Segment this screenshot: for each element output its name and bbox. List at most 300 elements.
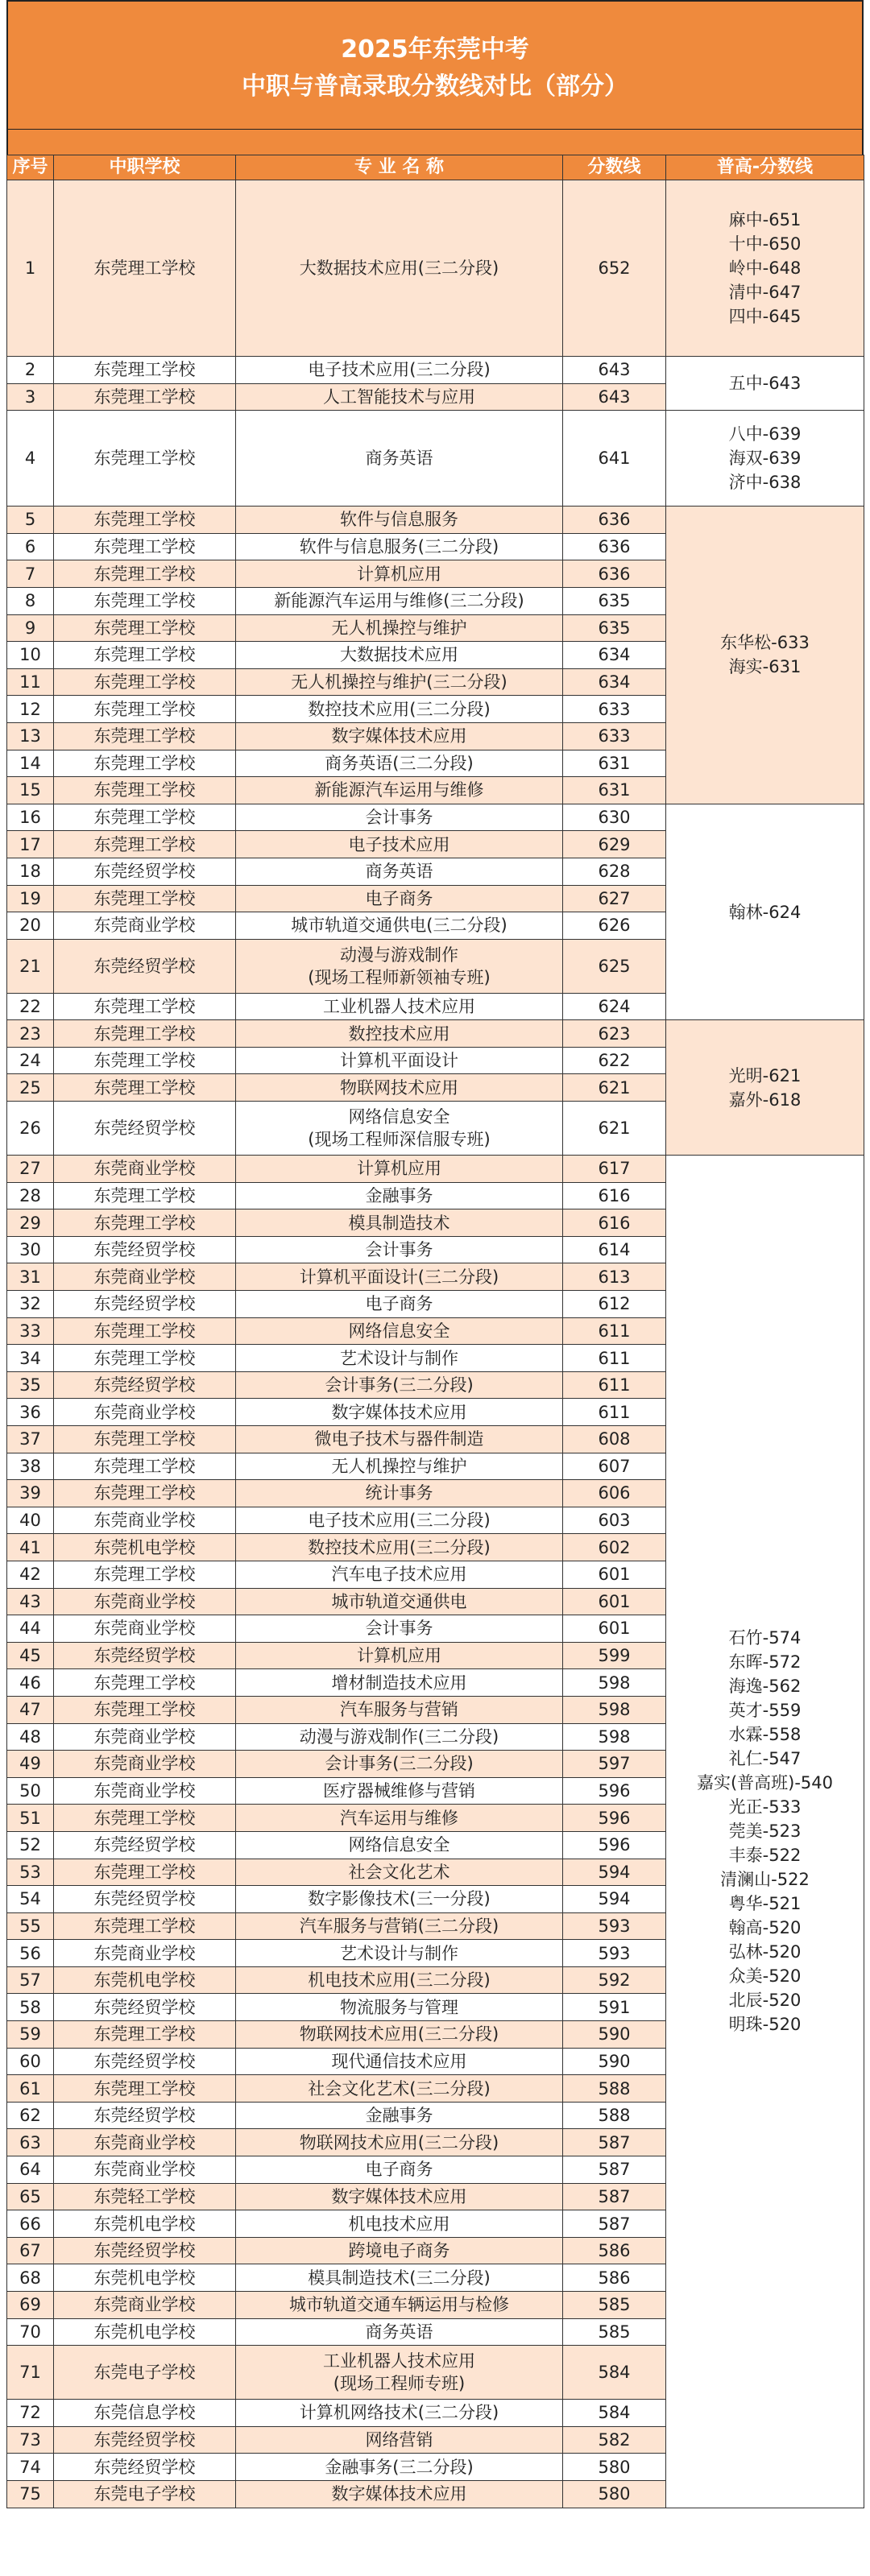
table-row [7,804,864,831]
row-score: 622 [563,1047,666,1074]
row-score: 588 [563,2102,666,2129]
row-school: 东莞理工学校 [54,696,236,723]
title-line-1: 2025年东莞中考 [341,35,529,64]
row-score: 594 [563,1859,666,1886]
row-school: 东莞理工学校 [54,831,236,858]
row-number: 45 [7,1642,54,1669]
row-number: 11 [7,668,54,696]
row-school: 东莞商业学校 [54,2129,236,2156]
row-number: 66 [7,2210,54,2238]
row-major: 商务英语 [236,858,563,885]
row-number: 74 [7,2454,54,2481]
row-major [236,1102,563,1156]
row-number: 60 [7,2048,54,2075]
row-major: 电子技术应用 [236,831,563,858]
row-number: 17 [7,831,54,858]
highschool-score: 海实-631 [728,657,802,677]
row-school: 东莞理工学校 [54,411,236,507]
highschool-score: 清中-647 [728,283,802,302]
highschool-group [666,507,864,804]
row-score: 587 [563,2210,666,2238]
row-major: 网络信息安全 [236,1317,563,1345]
row-number: 70 [7,2318,54,2346]
row-school: 东莞经贸学校 [54,2454,236,2481]
row-number: 53 [7,1859,54,1886]
row-number: 7 [7,560,54,588]
row-score: 635 [563,587,666,614]
row-number: 15 [7,777,54,804]
highschool-score: 嘉实(普高班)-540 [696,1773,834,1793]
row-major: 计算机应用 [236,560,563,588]
row-school: 东莞商业学校 [54,1615,236,1643]
row-number: 4 [7,411,54,507]
highschool-group [666,1020,864,1156]
row-number: 67 [7,2237,54,2264]
row-number: 73 [7,2426,54,2454]
row-score: 643 [563,383,666,411]
row-major: 电子技术应用(三二分段) [236,1507,563,1534]
row-score: 582 [563,2426,666,2454]
row-school: 东莞商业学校 [54,1777,236,1805]
row-school: 东莞理工学校 [54,1859,236,1886]
row-major: 无人机操控与维护 [236,614,563,642]
row-major: 现代通信技术应用 [236,2048,563,2075]
row-number: 18 [7,858,54,885]
row-school: 东莞理工学校 [54,1047,236,1074]
row-major: 金融事务 [236,1182,563,1209]
row-major: 动漫与游戏制作(三二分段) [236,1723,563,1751]
row-major: 医疗器械维修与营销 [236,1777,563,1805]
highschool-score: 明珠-520 [728,2015,802,2035]
row-major: 电子商务 [236,1291,563,1318]
highschool-score: 海双-639 [728,449,802,469]
highschool-score: 嘉外-618 [728,1090,802,1110]
highschool-group [666,411,864,507]
row-number: 39 [7,1480,54,1507]
row-school: 东莞经贸学校 [54,1291,236,1318]
row-score: 625 [563,939,666,993]
row-score: 591 [563,1994,666,2021]
highschool-score: 丰泰-522 [728,1846,802,1866]
row-school: 东莞理工学校 [54,560,236,588]
row-major: 物联网技术应用(三二分段) [236,2021,563,2049]
row-score: 652 [563,180,666,357]
row-score: 601 [563,1615,666,1643]
row-score: 624 [563,993,666,1020]
row-major: 网络信息安全 [236,1831,563,1859]
row-score: 596 [563,1777,666,1805]
row-school: 东莞理工学校 [54,180,236,357]
highschool-score: 英才-559 [728,1701,802,1721]
row-score: 594 [563,1886,666,1913]
row-number: 1 [7,180,54,357]
row-school: 东莞商业学校 [54,1507,236,1534]
row-major: 商务英语(三二分段) [236,750,563,777]
row-major: 数控技术应用(三二分段) [236,696,563,723]
row-school: 东莞理工学校 [54,993,236,1020]
row-school: 东莞理工学校 [54,750,236,777]
row-number: 54 [7,1886,54,1913]
row-major: 会计事务 [236,1615,563,1643]
row-score: 603 [563,1507,666,1534]
title-line-2: 中职与普高录取分数线对比（部分） [242,72,628,101]
row-school: 东莞经贸学校 [54,2237,236,2264]
highschool-score: 麻中-651 [728,210,802,229]
row-number: 51 [7,1805,54,1832]
row-major: 城市轨道交通车辆运用与检修 [236,2292,563,2319]
row-number: 56 [7,1940,54,1967]
row-score: 621 [563,1102,666,1156]
row-score: 580 [563,2454,666,2481]
row-score: 590 [563,2048,666,2075]
highschool-score: 水霖-558 [728,1725,802,1745]
table-row [7,411,864,507]
row-major: 软件与信息服务 [236,507,563,534]
row-major: 会计事务 [236,804,563,831]
row-score: 601 [563,1561,666,1588]
row-major: 金融事务(三二分段) [236,2454,563,2481]
highschool-score: 东晖-572 [728,1652,802,1673]
table-row [7,1020,864,1048]
row-school: 东莞商业学校 [54,2292,236,2319]
row-major: 无人机操控与维护(三二分段) [236,668,563,696]
title-banner [6,0,864,129]
row-major: 模具制造技术(三二分段) [236,2264,563,2292]
row-major: 新能源汽车运用与维修(三二分段) [236,587,563,614]
row-number: 31 [7,1263,54,1291]
highschool-score: 五中-643 [728,374,802,394]
row-school: 东莞商业学校 [54,1723,236,1751]
row-score: 630 [563,804,666,831]
row-major: 汽车服务与营销 [236,1696,563,1723]
row-number: 63 [7,2129,54,2156]
row-school: 东莞机电学校 [54,1966,236,1994]
row-major: 计算机网络技术(三二分段) [236,2400,563,2427]
row-score: 616 [563,1182,666,1209]
row-number: 71 [7,2346,54,2400]
row-school: 东莞理工学校 [54,507,236,534]
table-row [7,507,864,534]
row-score: 611 [563,1317,666,1345]
row-score: 636 [563,560,666,588]
row-major-line-1: 工业机器人技术应用 [323,2351,475,2371]
highschool-score: 众美-520 [728,1966,802,1987]
row-major: 会计事务(三二分段) [236,1371,563,1399]
row-major: 计算机应用 [236,1156,563,1183]
row-major: 计算机应用 [236,1642,563,1669]
highschool-group [666,804,864,1020]
row-major: 电子商务 [236,2156,563,2184]
row-school: 东莞经贸学校 [54,2102,236,2129]
row-school: 东莞机电学校 [54,2264,236,2292]
row-school: 东莞理工学校 [54,804,236,831]
row-school: 东莞理工学校 [54,642,236,669]
row-major: 增材制造技术应用 [236,1669,563,1697]
row-school: 东莞理工学校 [54,777,236,804]
row-major: 艺术设计与制作 [236,1345,563,1372]
row-major: 软件与信息服务(三二分段) [236,533,563,560]
row-school: 东莞电子学校 [54,2346,236,2400]
row-major: 工业机器人技术应用 [236,993,563,1020]
row-major: 人工智能技术与应用 [236,383,563,411]
row-major [236,2346,563,2400]
row-school: 东莞经贸学校 [54,858,236,885]
row-score: 617 [563,1156,666,1183]
row-school: 东莞理工学校 [54,1805,236,1832]
row-major: 数控技术应用 [236,1020,563,1048]
row-school: 东莞经贸学校 [54,2426,236,2454]
row-number: 35 [7,1371,54,1399]
row-number: 40 [7,1507,54,1534]
row-major-line-1: 动漫与游戏制作 [340,945,458,965]
row-number: 3 [7,383,54,411]
row-score: 621 [563,1074,666,1102]
row-score: 612 [563,1291,666,1318]
highschool-score: 莞美-523 [728,1821,802,1842]
row-school: 东莞理工学校 [54,1480,236,1507]
row-score: 586 [563,2237,666,2264]
row-major: 新能源汽车运用与维修 [236,777,563,804]
row-number: 12 [7,696,54,723]
row-score: 611 [563,1371,666,1399]
row-score: 586 [563,2264,666,2292]
row-school: 东莞理工学校 [54,1426,236,1453]
row-score: 598 [563,1696,666,1723]
row-major: 无人机操控与维护 [236,1453,563,1480]
row-major: 会计事务(三二分段) [236,1751,563,1778]
row-school: 东莞理工学校 [54,1696,236,1723]
row-score: 587 [563,2156,666,2184]
row-school: 东莞商业学校 [54,2156,236,2184]
row-major: 模具制造技术 [236,1209,563,1237]
row-major: 数控技术应用(三二分段) [236,1534,563,1561]
row-school: 东莞经贸学校 [54,1102,236,1156]
header-major: 专 业 名 称 [236,155,563,180]
row-score: 584 [563,2346,666,2400]
row-number: 46 [7,1669,54,1697]
highschool-score: 东华松-633 [720,633,810,653]
row-number: 37 [7,1426,54,1453]
row-school: 东莞理工学校 [54,722,236,750]
row-number: 47 [7,1696,54,1723]
row-number: 55 [7,1912,54,1940]
row-major: 汽车服务与营销(三二分段) [236,1912,563,1940]
row-major: 汽车电子技术应用 [236,1561,563,1588]
row-score: 607 [563,1453,666,1480]
highschool-score: 粤华-521 [728,1894,802,1914]
row-school: 东莞机电学校 [54,1534,236,1561]
row-school: 东莞经贸学校 [54,1371,236,1399]
highschool-score: 光明-621 [728,1065,802,1085]
row-number: 9 [7,614,54,642]
row-major: 物联网技术应用(三二分段) [236,2129,563,2156]
row-major: 统计事务 [236,1480,563,1507]
table-row [7,1156,864,1183]
row-number: 68 [7,2264,54,2292]
row-school: 东莞信息学校 [54,2400,236,2427]
row-number: 65 [7,2183,54,2210]
row-score: 602 [563,1534,666,1561]
row-major: 会计事务 [236,1236,563,1263]
row-score: 643 [563,357,666,384]
row-school: 东莞商业学校 [54,912,236,940]
row-score: 623 [563,1020,666,1048]
row-number: 19 [7,885,54,912]
row-score: 601 [563,1588,666,1615]
row-school: 东莞轻工学校 [54,2183,236,2210]
row-number: 64 [7,2156,54,2184]
row-number: 33 [7,1317,54,1345]
row-school: 东莞电子学校 [54,2480,236,2508]
row-school: 东莞理工学校 [54,1182,236,1209]
row-number: 36 [7,1399,54,1426]
row-number: 50 [7,1777,54,1805]
row-score: 596 [563,1831,666,1859]
row-score: 585 [563,2292,666,2319]
row-school: 东莞理工学校 [54,1345,236,1372]
row-score: 592 [563,1966,666,1994]
row-school: 东莞经贸学校 [54,1642,236,1669]
row-major: 电子商务 [236,885,563,912]
table-row [7,357,864,384]
row-major: 大数据技术应用 [236,642,563,669]
highschool-score: 光正-533 [728,1797,802,1817]
row-score: 633 [563,696,666,723]
row-number: 13 [7,722,54,750]
row-score: 584 [563,2400,666,2427]
row-major-line-2: (现场工程师深信服专班) [308,1130,491,1150]
row-number: 48 [7,1723,54,1751]
row-major: 城市轨道交通供电(三二分段) [236,912,563,940]
row-score: 590 [563,2021,666,2049]
row-school: 东莞理工学校 [54,383,236,411]
row-major: 数字媒体技术应用 [236,1399,563,1426]
row-major: 网络营销 [236,2426,563,2454]
row-major: 汽车运用与维修 [236,1805,563,1832]
row-number: 72 [7,2400,54,2427]
row-major: 数字媒体技术应用 [236,2480,563,2508]
highschool-score: 翰林-624 [728,902,802,922]
row-school: 东莞机电学校 [54,2318,236,2346]
row-major: 艺术设计与制作 [236,1940,563,1967]
row-score: 611 [563,1345,666,1372]
row-school: 东莞理工学校 [54,357,236,384]
row-major: 跨境电子商务 [236,2237,563,2264]
row-major: 商务英语 [236,411,563,507]
row-school: 东莞经贸学校 [54,1831,236,1859]
header-school: 中职学校 [54,155,236,180]
row-major: 社会文化艺术 [236,1859,563,1886]
row-number: 32 [7,1291,54,1318]
row-school: 东莞理工学校 [54,533,236,560]
row-score: 580 [563,2480,666,2508]
row-number: 28 [7,1182,54,1209]
row-school: 东莞商业学校 [54,1751,236,1778]
highschool-score: 北辰-520 [728,1991,802,2011]
row-number: 14 [7,750,54,777]
row-school: 东莞商业学校 [54,1156,236,1183]
row-score: 634 [563,668,666,696]
highschool-score: 礼仁-547 [728,1749,802,1769]
row-major: 社会文化艺术(三二分段) [236,2075,563,2103]
highschool-score: 四中-645 [728,307,802,326]
row-school: 东莞理工学校 [54,2075,236,2103]
row-score: 593 [563,1912,666,1940]
row-school: 东莞理工学校 [54,1317,236,1345]
highschool-score: 八中-639 [728,424,802,444]
header-spacer [6,129,864,155]
row-school: 东莞商业学校 [54,1940,236,1967]
row-number: 49 [7,1751,54,1778]
row-number: 75 [7,2480,54,2508]
row-school: 东莞经贸学校 [54,2048,236,2075]
row-school: 东莞理工学校 [54,668,236,696]
row-number: 21 [7,939,54,993]
row-major: 物流服务与管理 [236,1994,563,2021]
row-school: 东莞经贸学校 [54,939,236,993]
highschool-group [666,180,864,357]
row-score: 593 [563,1940,666,1967]
row-number: 61 [7,2075,54,2103]
row-number: 38 [7,1453,54,1480]
row-school: 东莞理工学校 [54,1561,236,1588]
highschool-score: 石竹-574 [728,1628,802,1648]
highschool-group [666,357,864,411]
row-school: 东莞商业学校 [54,1399,236,1426]
row-number: 2 [7,357,54,384]
row-major: 数字媒体技术应用 [236,2183,563,2210]
row-score: 635 [563,614,666,642]
row-school: 东莞商业学校 [54,1263,236,1291]
row-major: 计算机平面设计 [236,1047,563,1074]
row-school: 东莞理工学校 [54,1912,236,1940]
row-number: 23 [7,1020,54,1048]
row-number: 59 [7,2021,54,2049]
row-school: 东莞理工学校 [54,1453,236,1480]
row-number: 69 [7,2292,54,2319]
row-major: 数字影像技术(三一分段) [236,1886,563,1913]
row-score: 608 [563,1426,666,1453]
row-score: 634 [563,642,666,669]
row-score: 613 [563,1263,666,1291]
row-number: 62 [7,2102,54,2129]
row-score: 611 [563,1399,666,1426]
row-score: 636 [563,507,666,534]
row-number: 41 [7,1534,54,1561]
row-major: 商务英语 [236,2318,563,2346]
row-major: 数字媒体技术应用 [236,722,563,750]
row-score: 585 [563,2318,666,2346]
row-number: 22 [7,993,54,1020]
row-major: 电子技术应用(三二分段) [236,357,563,384]
highschool-score: 海逸-562 [728,1677,802,1697]
row-school: 东莞经贸学校 [54,1886,236,1913]
table-body [7,180,864,2508]
row-score: 641 [563,411,666,507]
row-number: 29 [7,1209,54,1237]
row-number: 52 [7,1831,54,1859]
row-major [236,939,563,993]
row-score: 599 [563,1642,666,1669]
highschool-score: 济中-638 [728,473,802,493]
row-school: 东莞理工学校 [54,1209,236,1237]
row-score: 631 [563,777,666,804]
row-number: 25 [7,1074,54,1102]
row-major: 金融事务 [236,2102,563,2129]
row-school: 东莞理工学校 [54,885,236,912]
row-major: 微电子技术与器件制造 [236,1426,563,1453]
row-school: 东莞经贸学校 [54,1236,236,1263]
